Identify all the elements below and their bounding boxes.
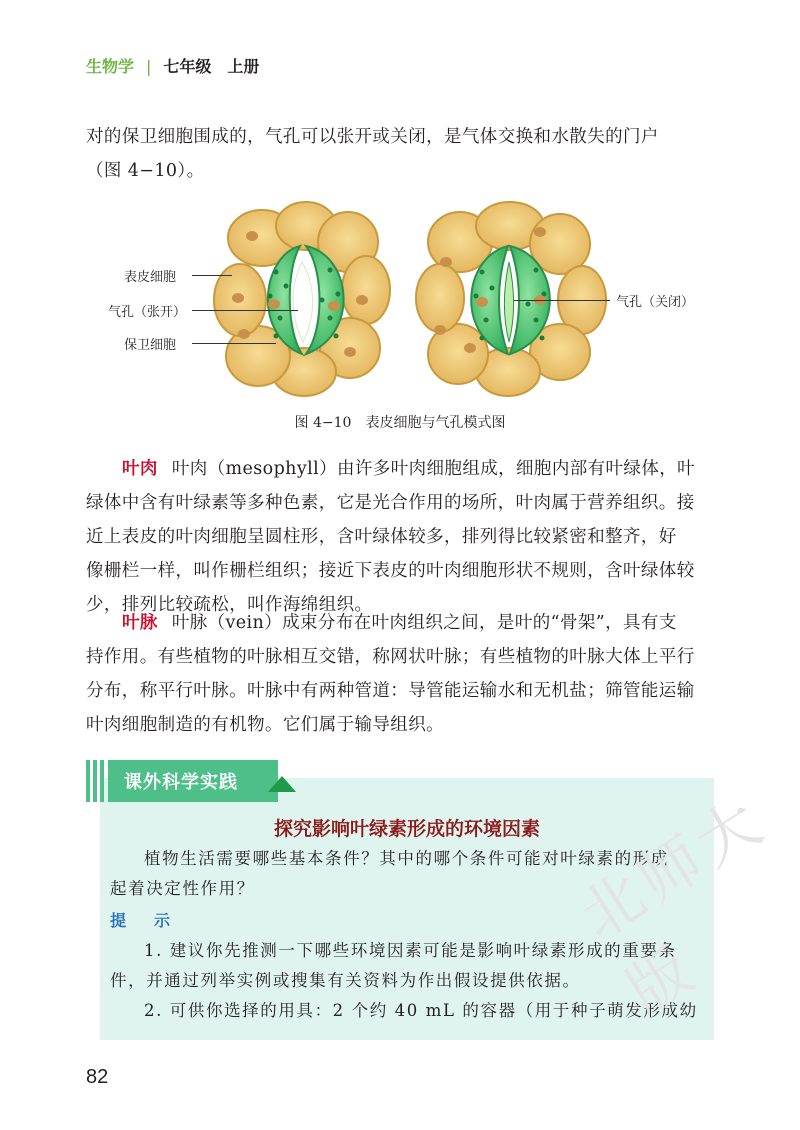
- practice-tab-label: 课外科学实践: [124, 772, 238, 793]
- paragraph-line: 持作用。有些植物的叶脉相互交错，称网状叶脉；有些植物的叶脉大体上平行: [86, 647, 695, 667]
- running-header: [86, 54, 259, 77]
- stoma-pore-closed: [505, 262, 514, 342]
- tip-line: 件，并通过列举实例或搜集有关资料为作出假设提供依据。: [110, 971, 581, 990]
- stoma-pore-open: [293, 262, 313, 342]
- tab-triangle-decoration: [268, 776, 296, 792]
- tip-line: 2. 可供你选择的用具：2 个约 40 mL 的容器（用于种子萌发形成幼: [144, 1001, 698, 1020]
- paragraph-line: 少，排列比较疏松，叫作海绵组织。: [86, 595, 373, 615]
- question-line: 植物生活需要哪些基本条件？其中的哪个条件可能对叶绿素的形成: [144, 849, 669, 868]
- page-number: 82: [86, 1066, 109, 1088]
- leader-line: [192, 275, 232, 276]
- closed-stoma-diagram: [416, 202, 606, 396]
- header-subject: 生物学: [86, 57, 135, 76]
- keyword-vein: 叶脉: [122, 613, 158, 633]
- tip-heading: 提 示: [110, 911, 177, 930]
- epidermal-cell: [342, 256, 390, 324]
- keyword-mesophyll: 叶肉: [122, 459, 158, 479]
- header-separator: |: [146, 57, 152, 76]
- label-stoma-closed: 气孔（关闭）: [616, 295, 695, 310]
- question-line: 起着决定性作用？: [110, 879, 255, 898]
- paragraph-line: 叶肉细胞制造的有机物。它们属于输导组织。: [86, 715, 444, 735]
- open-stoma-diagram: [214, 202, 390, 396]
- header-grade: 七年级 上册: [163, 57, 260, 76]
- leader-line: [192, 343, 276, 344]
- paragraph-line: [86, 606, 720, 640]
- tip-line: 1. 建议你先推测一下哪些环境因素可能是影响叶绿素形成的重要条: [144, 941, 677, 960]
- intro-line: 对的保卫细胞围成的，气孔可以张开或关闭，是气体交换和水散失的门户: [86, 127, 659, 147]
- epidermal-cell: [416, 264, 464, 332]
- leader-line: [514, 300, 610, 301]
- leader-line: [192, 310, 298, 311]
- paragraph-line: 绿体中含有叶绿素等多种色素，它是光合作用的场所，叶肉属于营养组织。接: [86, 493, 695, 513]
- vein-paragraph: [86, 606, 720, 742]
- label-guard-cell: 保卫细胞: [124, 338, 177, 353]
- paragraph-line: 近上表皮的叶肉细胞呈圆柱形，含叶绿体较多，排列得比较紧密和整齐，好: [86, 527, 677, 547]
- label-stoma-open: 气孔（张开）: [108, 305, 187, 320]
- label-epidermal-cell: 表皮细胞: [124, 270, 177, 285]
- paragraph-line: [86, 452, 720, 486]
- line-text: 叶肉（mesophyll）由许多叶肉细胞组成，细胞内部有叶绿体，叶: [171, 459, 696, 479]
- paragraph-line: 像栅栏一样，叫作栅栏组织；接近下表皮的叶肉细胞形状不规则，含叶绿体较: [86, 561, 695, 581]
- watermark: 北师大版: [566, 782, 779, 1029]
- mesophyll-paragraph: [86, 452, 720, 622]
- line-text: 叶脉（vein）成束分布在叶肉组织之间，是叶的“骨架”，具有支: [171, 613, 677, 633]
- paragraph-line: 分布，称平行叶脉。叶脉中有两种管道：导管能运输水和无机盐；筛管能运输: [86, 681, 695, 701]
- intro-paragraph: [86, 120, 720, 188]
- figure-caption: 图 4−10 表皮细胞与气孔模式图: [294, 415, 506, 431]
- intro-line: （图 4−10）。: [86, 161, 205, 181]
- practice-title: 探究影响叶绿素形成的环境因素: [273, 818, 540, 840]
- tab-stripes: [86, 760, 108, 802]
